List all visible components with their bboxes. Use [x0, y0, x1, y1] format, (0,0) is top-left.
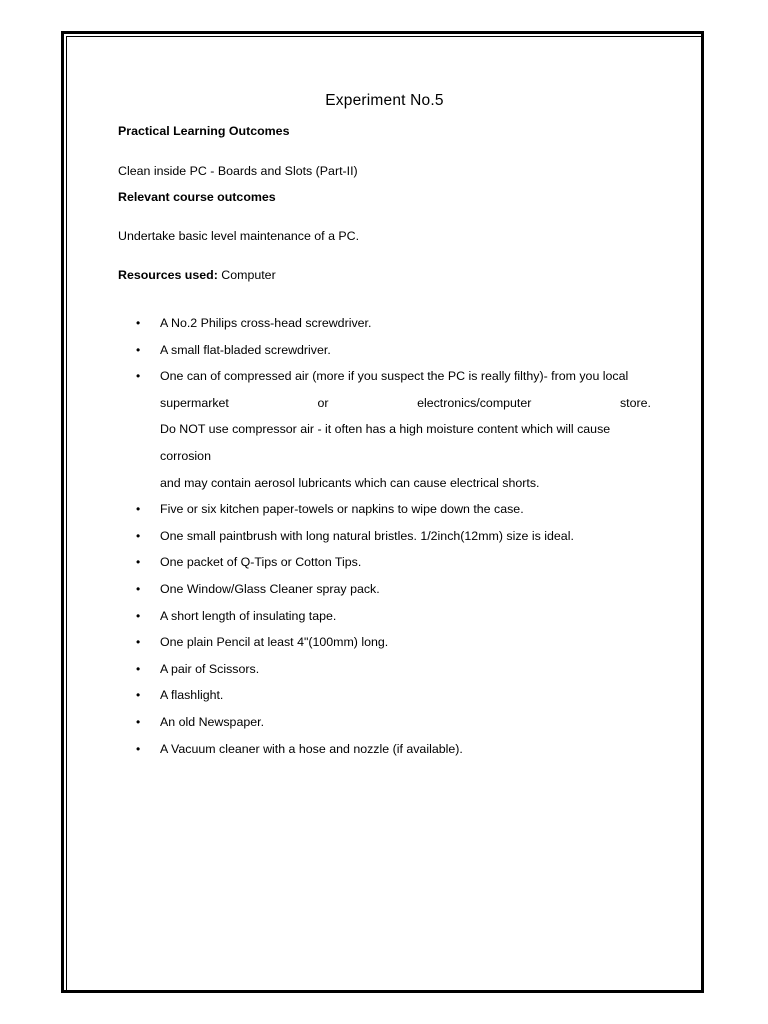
- list-item: [118, 682, 651, 709]
- list-item-text: An old Newspaper.: [160, 714, 265, 729]
- resources-label: Resources used:: [118, 268, 218, 282]
- list-item-text: One Window/Glass Cleaner spray pack.: [160, 581, 380, 596]
- list-item-continuation: [118, 443, 651, 470]
- bullet: •: [136, 316, 141, 330]
- list-item: [118, 363, 651, 390]
- bullet: •: [136, 555, 141, 570]
- list-item-continuation: [118, 390, 651, 417]
- justified-word: supermarket: [160, 395, 229, 410]
- list-item-text: corrosion: [160, 448, 211, 463]
- bullet: •: [136, 369, 141, 384]
- list-item-text: One small paintbrush with long natural bristles. 1/2inch(12mm) size is ideal.: [160, 528, 574, 543]
- list-item-text: Five or six kitchen paper-towels or napkins to wipe down the case.: [160, 502, 524, 517]
- bullet: •: [136, 741, 141, 756]
- bullet: •: [136, 342, 141, 357]
- list-item-text: A short length of insulating tape.: [160, 608, 337, 623]
- justified-word: store.: [619, 395, 651, 410]
- bullet: •: [136, 714, 141, 729]
- list-item-text: A flashlight.: [160, 688, 224, 703]
- justified-word: electronics/computer: [417, 395, 532, 410]
- list-item-text: One packet of Q-Tips or Cotton Tips.: [160, 555, 362, 570]
- list-item: [118, 709, 651, 736]
- document-title: Experiment No.5: [325, 92, 444, 109]
- list-item-continuation: [118, 470, 651, 497]
- list-item-text: Do NOT use compressor air - it often has a high moisture content which will cause: [160, 422, 611, 437]
- list-item: [118, 496, 651, 523]
- list-item: [118, 576, 651, 603]
- practical-outcomes-heading: Practical Learning Outcomes: [118, 124, 290, 138]
- bullet: •: [136, 502, 141, 517]
- resources-list: [118, 310, 651, 762]
- justified-word: or: [317, 395, 329, 410]
- bullet: •: [136, 581, 141, 596]
- list-item-text: A Vacuum cleaner with a hose and nozzle (if available).: [160, 741, 463, 756]
- list-item-text: A pair of Scissors.: [160, 661, 260, 676]
- justified-line: [160, 390, 651, 417]
- list-item-text: A No.2 Philips cross-head screwdriver.: [160, 316, 372, 330]
- list-item: [118, 549, 651, 576]
- course-outcome-text: Undertake basic level maintenance of a PC.: [118, 229, 360, 243]
- bullet: •: [136, 635, 141, 650]
- bullet: •: [136, 608, 141, 623]
- bullet: •: [136, 688, 141, 703]
- list-item-text: and may contain aerosol lubricants which can cause electrical shorts.: [160, 475, 540, 490]
- list-item-continuation: [118, 416, 651, 443]
- resources-value: Computer: [217, 268, 276, 282]
- list-item: [118, 629, 651, 656]
- list-item: [118, 310, 651, 337]
- list-item: [118, 337, 651, 364]
- course-outcomes-heading: Relevant course outcomes: [118, 190, 276, 204]
- list-item: [118, 736, 651, 763]
- list-item: [118, 656, 651, 683]
- list-item-text: A small flat-bladed screwdriver.: [160, 342, 331, 357]
- resources-line: [118, 267, 276, 283]
- list-item-text: One can of compressed air (more if you suspect the PC is really filthy)- from you local: [160, 369, 629, 384]
- list-item: [118, 603, 651, 630]
- list-item: [118, 523, 651, 550]
- document-content: [118, 88, 651, 756]
- practical-outcome-text: Clean inside PC - Boards and Slots (Part-II): [118, 164, 358, 178]
- bullet: •: [136, 528, 141, 543]
- bullet: •: [136, 661, 141, 676]
- list-item-text: One plain Pencil at least 4"(100mm) long.: [160, 635, 389, 650]
